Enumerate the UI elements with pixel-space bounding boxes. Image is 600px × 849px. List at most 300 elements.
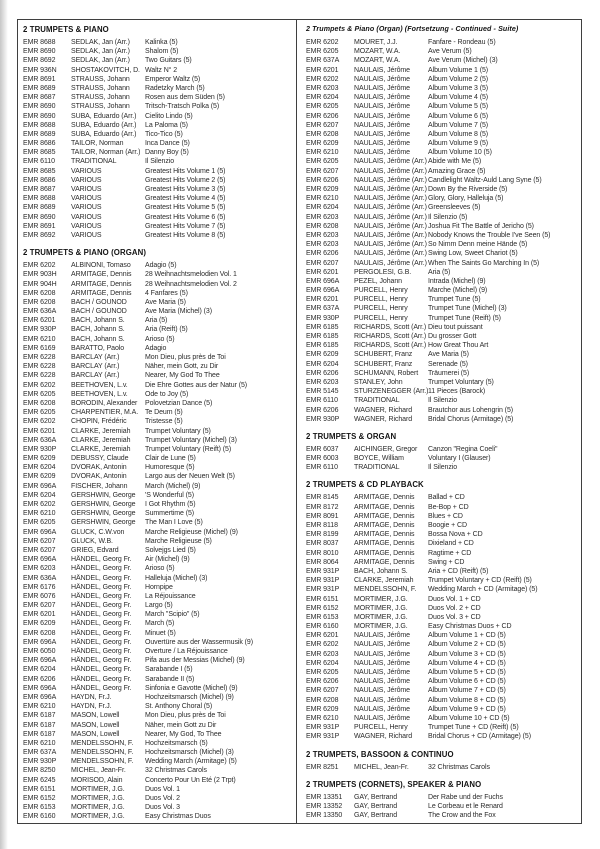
catalog-row <box>23 537 294 546</box>
catalog-composer: NAULAIS, Jérôme <box>354 669 410 676</box>
catalog-composer: GLUCK, W.B. <box>71 537 113 545</box>
catalog-row <box>306 323 579 332</box>
catalog-row <box>306 567 579 576</box>
catalog-code: EMR 696A <box>306 277 340 285</box>
catalog-title: Serenade (5) <box>428 360 468 368</box>
catalog-code: EMR 6205 <box>306 103 339 111</box>
catalog-row <box>306 350 579 359</box>
catalog-title: Bridal Chorus + CD (Armitage) (5) <box>428 733 531 741</box>
catalog-composer: BARCLAY (Arr.) <box>71 363 120 371</box>
catalog-row <box>23 482 294 491</box>
catalog-row <box>306 121 579 130</box>
catalog-code: EMR 930P <box>306 415 340 423</box>
catalog-row <box>306 286 579 295</box>
catalog-code: EMR 903H <box>23 271 57 279</box>
catalog-title: Dieu tout puissant <box>428 323 483 331</box>
catalog-composer: NAULAIS, Jérôme <box>354 687 410 695</box>
catalog-composer: SEDLAK, Jan (Arr.) <box>71 39 130 46</box>
catalog-row <box>23 157 294 166</box>
catalog-code: EMR 6201 <box>306 296 339 304</box>
catalog-code: EMR 6208 <box>23 629 56 637</box>
catalog-code: EMR 6207 <box>306 121 339 129</box>
catalog-composer: VARIOUS <box>71 231 102 239</box>
catalog-row <box>306 585 579 594</box>
catalog-composer: ARMITAGE, Dennis <box>354 531 415 539</box>
catalog-title: Album Volume 4 (5) <box>428 94 489 102</box>
catalog-code: EMR 8685 <box>23 167 56 175</box>
catalog-title: Trumpet Tune (Michel) (3) <box>428 305 507 313</box>
catalog-code: EMR 8145 <box>306 494 339 502</box>
catalog-composer: ARMITAGE, Dennis <box>354 512 415 520</box>
catalog-row <box>306 130 579 139</box>
catalog-code: EMR 6207 <box>306 259 339 267</box>
catalog-title: Fanfare - Rondeau (5) <box>428 39 496 46</box>
catalog-composer: GERSHWIN, George <box>71 510 136 518</box>
catalog-code: EMR 936N <box>23 66 57 74</box>
catalog-code: EMR 6152 <box>23 795 56 802</box>
catalog-code: EMR 6176 <box>23 583 56 591</box>
catalog-title: Arioso (5) <box>145 335 175 343</box>
catalog-row <box>23 84 294 93</box>
catalog-title: Trumpet Voluntary (5) <box>145 427 211 435</box>
catalog-code: EMR 696A <box>23 657 57 665</box>
catalog-composer: HÄNDEL, Georg Fr. <box>71 638 132 646</box>
catalog-title: Inca Dance (5) <box>145 140 190 148</box>
catalog-title: Aria (5) <box>145 317 168 325</box>
catalog-composer: TAILOR, Norman <box>71 140 124 148</box>
catalog-row <box>23 75 294 84</box>
catalog-title: Marche Religieuse (Michel) (9) <box>145 528 238 536</box>
catalog-row <box>23 213 294 222</box>
catalog-row <box>306 811 579 820</box>
catalog-row <box>306 222 579 231</box>
catalog-title: Halleluja (Michel) (3) <box>145 574 208 582</box>
catalog-composer: GERSHWIN, George <box>71 491 136 499</box>
catalog-code: EMR 6210 <box>23 335 56 343</box>
catalog-code: EMR 8689 <box>23 84 56 92</box>
catalog-title: Marche Religieuse (5) <box>145 537 212 545</box>
catalog-code: EMR 6187 <box>23 730 56 738</box>
catalog-row <box>306 84 579 93</box>
catalog-row <box>23 270 294 279</box>
catalog-row <box>306 677 579 686</box>
catalog-row <box>23 528 294 537</box>
catalog-page-frame <box>17 19 582 824</box>
catalog-title: Album Volume 10 (5) <box>428 149 492 157</box>
catalog-title: Polovetzian Dance (5) <box>145 399 213 407</box>
catalog-title: Trumpet Voluntary + CD (Reift) (5) <box>428 577 532 585</box>
catalog-composer: SHOSTAKOVITCH, D. <box>71 66 140 74</box>
catalog-composer: NAULAIS, Jérôme (Arr.) <box>354 241 427 249</box>
catalog-row <box>306 38 579 47</box>
catalog-title: Emperor Waltz (5) <box>145 75 201 83</box>
catalog-title: 32 Christmas Carols <box>428 763 490 771</box>
catalog-row <box>23 454 294 463</box>
catalog-code: EMR 6209 <box>23 620 56 628</box>
catalog-title: Hochzeitsmarsch (5) <box>145 739 208 747</box>
catalog-row <box>306 203 579 212</box>
catalog-code: EMR 6202 <box>23 262 56 270</box>
catalog-composer: CLARKE, Jeremiah <box>71 436 131 444</box>
catalog-row <box>23 436 294 445</box>
catalog-composer: MICHEL, Jean-Fr. <box>354 763 409 771</box>
catalog-row <box>23 408 294 417</box>
catalog-code: EMR 8199 <box>306 531 339 539</box>
catalog-title: Air (Michel) (9) <box>145 556 190 564</box>
catalog-composer: HÄNDEL, Georg Fr. <box>71 602 132 610</box>
catalog-row <box>306 259 579 268</box>
catalog-title: Aria (5) <box>428 268 451 276</box>
catalog-composer: ARMITAGE, Dennis <box>354 494 415 502</box>
catalog-composer: PURCELL, Henry <box>354 314 408 322</box>
catalog-title: Album Volume 8 (5) <box>428 130 489 138</box>
catalog-title: Shalom (5) <box>145 48 179 56</box>
catalog-composer: HAYDN, Fr.J. <box>71 703 112 711</box>
catalog-title: Waltz N° 2 <box>145 66 178 74</box>
catalog-code: EMR 6204 <box>23 491 56 499</box>
catalog-row <box>23 555 294 564</box>
catalog-row <box>23 102 294 111</box>
catalog-title: Ode to Joy (5) <box>145 390 189 398</box>
catalog-code: EMR 8691 <box>23 222 56 230</box>
catalog-composer: GERSHWIN, George <box>71 519 136 527</box>
catalog-row <box>306 503 579 512</box>
catalog-row <box>23 353 294 362</box>
catalog-code: EMR 6201 <box>23 611 56 619</box>
section-header: 2 TRUMPETS (CORNETS), SPEAKER & PIANO <box>306 779 482 789</box>
catalog-row <box>306 194 579 203</box>
catalog-title: Minuet (5) <box>145 629 176 637</box>
catalog-row <box>306 167 579 176</box>
catalog-title: Sarabande II (5) <box>145 675 195 683</box>
catalog-composer: BACH, Johann S. <box>71 335 125 343</box>
catalog-composer: RICHARDS, Scott (Arr.) <box>354 323 427 331</box>
catalog-composer: BARATTO, Paolo <box>71 344 125 352</box>
catalog-row <box>23 148 294 157</box>
catalog-row <box>23 812 294 821</box>
catalog-composer: MORTIMER, J.G. <box>354 595 408 603</box>
catalog-row <box>306 631 579 640</box>
catalog-row <box>23 185 294 194</box>
catalog-row <box>306 604 579 613</box>
catalog-composer: HAYDN, Fr.J. <box>71 693 112 701</box>
section-header: 2 TRUMPETS & PIANO (ORGAN) <box>23 248 147 258</box>
catalog-composer: ARMITAGE, Dennis <box>354 558 415 566</box>
catalog-title: Greatest Hits Volume 2 (5) <box>145 176 226 184</box>
catalog-code: EMR 6204 <box>23 464 56 472</box>
catalog-code: EMR 6207 <box>306 167 339 175</box>
catalog-code: EMR 6208 <box>306 696 339 704</box>
catalog-composer: HÄNDEL, Georg Fr. <box>71 648 132 655</box>
catalog-title: La Réjouissance <box>145 592 196 600</box>
catalog-composer: ARMITAGE, Dennis <box>354 549 415 557</box>
catalog-code: EMR 6202 <box>23 418 56 426</box>
catalog-title: Canzon "Regina Coeli" <box>428 445 498 453</box>
catalog-title: Overture / La Réjouissance <box>145 648 228 655</box>
catalog-row <box>23 463 294 472</box>
catalog-composer: NAULAIS, Jérôme (Arr.) <box>354 222 427 230</box>
catalog-code: EMR 6202 <box>306 39 339 46</box>
catalog-row <box>306 406 579 415</box>
catalog-row <box>306 185 579 194</box>
catalog-title: Down By the Riverside (5) <box>428 186 508 193</box>
section-header: 2 TRUMPETS & PIANO <box>23 25 109 34</box>
catalog-code: EMR 8688 <box>23 195 56 203</box>
catalog-composer: BACH, Johann S. <box>354 567 408 575</box>
catalog-composer: ALBINONI, Tomaso <box>71 262 131 270</box>
catalog-code: EMR 696A <box>306 287 340 295</box>
catalog-code: EMR 6206 <box>306 112 339 120</box>
catalog-code: EMR 696A <box>23 684 57 692</box>
catalog-row <box>23 390 294 399</box>
catalog-code: EMR 6151 <box>23 785 56 793</box>
catalog-title: La Paloma (5) <box>145 121 188 129</box>
catalog-code: EMR 6210 <box>23 739 56 747</box>
catalog-composer: PURCELL, Henry <box>354 287 408 295</box>
catalog-composer: NAULAIS, Jérôme (Arr.) <box>354 176 427 184</box>
catalog-composer: GERSHWIN, George <box>71 501 136 508</box>
catalog-code: EMR 8692 <box>23 231 56 239</box>
section-header: 2 TRUMPETS & CD PLAYBACK <box>306 480 424 490</box>
catalog-code: EMR 696A <box>23 693 57 701</box>
section-header: 2 TRUMPETS, BASSOON & CONTINUO <box>306 749 454 759</box>
catalog-title: Tristesse (5) <box>145 418 183 426</box>
catalog-row <box>306 595 579 604</box>
catalog-composer: MOURET, J.J. <box>354 39 398 46</box>
catalog-code: EMR 6201 <box>23 317 56 325</box>
catalog-row <box>23 803 294 812</box>
catalog-composer: STURZENEGGER (Arr.) <box>354 388 429 396</box>
catalog-code: EMR 6207 <box>306 687 339 695</box>
catalog-title: Trumpet Voluntary (Michel) (3) <box>145 436 237 444</box>
catalog-row <box>23 417 294 426</box>
catalog-title: Humoresque (5) <box>145 464 195 472</box>
catalog-row <box>306 75 579 84</box>
catalog-code: EMR 6201 <box>23 427 56 435</box>
catalog-composer: MICHEL, Jean-Fr. <box>71 767 126 775</box>
catalog-title: Nobody Knows the Trouble I've Seen (5) <box>428 231 551 239</box>
catalog-title: March "Scipio" (5) <box>145 611 200 619</box>
catalog-row <box>23 518 294 527</box>
catalog-composer: BARCLAY (Arr.) <box>71 372 120 380</box>
catalog-title: Album Volume 9 + CD (5) <box>428 705 506 713</box>
catalog-title: Wedding March + CD (Armitage) (5) <box>428 586 538 594</box>
catalog-code: EMR 6205 <box>306 48 339 56</box>
right-column <box>297 20 581 823</box>
catalog-row <box>306 66 579 75</box>
catalog-composer: ARMITAGE, Dennis <box>354 503 415 511</box>
catalog-composer: PEZEL, Johann <box>354 277 402 285</box>
catalog-title: Trumpet Tune (5) <box>428 296 481 304</box>
catalog-composer: HÄNDEL, Georg Fr. <box>71 684 132 692</box>
section-header: 2 TRUMPETS & ORGAN <box>306 431 397 441</box>
catalog-row <box>306 277 579 286</box>
catalog-composer: STANLEY, John <box>354 378 403 386</box>
catalog-code: EMR 6037 <box>306 445 339 453</box>
catalog-composer: NAULAIS, Jérôme <box>354 121 410 129</box>
catalog-composer: STRAUSS, Johann <box>71 103 130 111</box>
catalog-row <box>306 732 579 741</box>
catalog-composer: NAULAIS, Jérôme (Arr.) <box>354 195 427 203</box>
catalog-title: March (Michel) (9) <box>145 482 201 490</box>
catalog-code: EMR 6205 <box>23 390 56 398</box>
catalog-row <box>306 558 579 567</box>
catalog-code: EMR 8172 <box>306 503 339 511</box>
catalog-code: EMR 6110 <box>306 464 338 472</box>
catalog-code: EMR 6205 <box>306 669 339 676</box>
catalog-code: EMR 8688 <box>23 39 56 46</box>
catalog-row <box>23 56 294 65</box>
catalog-title: Greatest Hits Volume 6 (5) <box>145 213 226 221</box>
catalog-title: Pifa aus der Messias (Michel) (9) <box>145 657 245 665</box>
catalog-title: Il Silenzio <box>145 158 175 166</box>
catalog-composer: GRIEG, Edvard <box>71 546 119 554</box>
catalog-title: Album Volume 6 (5) <box>428 112 489 120</box>
catalog-code: EMR 8251 <box>306 763 339 771</box>
catalog-code: EMR 8686 <box>23 140 56 148</box>
catalog-title: Ave Maria (5) <box>428 351 469 359</box>
catalog-title: Ave Maria (5) <box>145 298 186 306</box>
catalog-composer: MORTIMER, J.G. <box>71 785 125 793</box>
catalog-composer: ARMITAGE, Dennis <box>354 522 415 529</box>
catalog-row <box>23 203 294 212</box>
catalog-title: The Man I Love (5) <box>145 519 203 527</box>
catalog-code: EMR 6110 <box>23 158 55 166</box>
catalog-code: EMR 6187 <box>23 721 56 729</box>
catalog-title: Wedding March (Armitage) (5) <box>145 758 237 766</box>
catalog-composer: TRADITIONAL <box>354 464 400 472</box>
catalog-code: EMR 696A <box>23 482 57 490</box>
catalog-row <box>306 493 579 502</box>
catalog-title: Nearer, My God, To Thee <box>145 730 222 738</box>
catalog-code: EMR 637A <box>306 57 340 65</box>
catalog-code: EMR 6205 <box>23 519 56 527</box>
catalog-row <box>306 622 579 631</box>
catalog-title: Intrada (Michel) (9) <box>428 277 486 285</box>
catalog-code: EMR 13351 <box>306 793 343 801</box>
catalog-composer: MENDELSSOHN, F. <box>71 758 134 766</box>
catalog-row <box>23 739 294 748</box>
catalog-title: Be-Bop + CD <box>428 503 469 511</box>
catalog-title: How Great Thou Art <box>428 342 489 350</box>
catalog-row <box>23 139 294 148</box>
catalog-code: EMR 6206 <box>306 250 339 258</box>
catalog-row <box>23 335 294 344</box>
catalog-composer: HÄNDEL, Georg Fr. <box>71 574 132 582</box>
catalog-title: When The Saints Go Marching In (5) <box>428 259 540 267</box>
catalog-row <box>306 240 579 249</box>
catalog-composer: SUBA, Eduardo (Arr.) <box>71 130 137 138</box>
catalog-composer: FISCHER, Johann <box>71 482 128 490</box>
catalog-title: Dixieland + CD <box>428 540 474 548</box>
catalog-row <box>23 66 294 75</box>
catalog-composer: ARMITAGE, Dennis <box>71 271 132 279</box>
catalog-code: EMR 8690 <box>23 103 56 111</box>
catalog-code: EMR 6206 <box>306 678 339 686</box>
catalog-title: Bossa Nova + CD <box>428 531 483 539</box>
catalog-code: EMR 13352 <box>306 802 343 810</box>
catalog-composer: BOYCE, William <box>354 455 404 463</box>
catalog-composer: DVORAK, Antonin <box>71 473 127 481</box>
catalog-code: EMR 6153 <box>23 804 56 812</box>
catalog-composer: HÄNDEL, Georg Fr. <box>71 675 132 683</box>
catalog-title: Album Volume 9 (5) <box>428 140 489 148</box>
catalog-row <box>306 369 579 378</box>
catalog-row <box>23 546 294 555</box>
catalog-code: EMR 930P <box>23 758 57 766</box>
catalog-code: EMR 8686 <box>23 176 56 184</box>
catalog-title: Sarabande I (5) <box>145 666 193 674</box>
catalog-title: Te Deum (5) <box>145 409 183 417</box>
catalog-row <box>23 112 294 121</box>
catalog-title: Die Ehre Gottes aus der Natur (5) <box>145 381 248 389</box>
catalog-composer: STRAUSS, Johann <box>71 94 130 102</box>
catalog-composer: NAULAIS, Jérôme (Arr.) <box>354 158 427 166</box>
catalog-composer: BACH, Johann S. <box>71 317 125 325</box>
catalog-title: Näher, mein Gott zu Dir <box>145 721 217 729</box>
catalog-row <box>306 56 579 65</box>
catalog-composer: MENDELSSOHN, F. <box>354 586 417 594</box>
catalog-composer: BARCLAY (Arr.) <box>71 354 120 361</box>
catalog-title: Clair de Lune (5) <box>145 455 196 463</box>
catalog-composer: HÄNDEL, Georg Fr. <box>71 657 132 665</box>
catalog-title: Trumpet Voluntary (Reift) (5) <box>145 445 232 453</box>
catalog-title: Concerto Pour Un Eté (2 Trpt) <box>145 776 236 784</box>
catalog-row <box>23 325 294 334</box>
catalog-row <box>23 748 294 757</box>
catalog-code: EMR 8691 <box>23 75 56 83</box>
catalog-code: EMR 8689 <box>23 204 56 212</box>
catalog-row <box>306 231 579 240</box>
catalog-composer: PURCELL, Henry <box>354 305 408 313</box>
catalog-row <box>23 656 294 665</box>
catalog-row <box>306 802 579 811</box>
catalog-composer: NAULAIS, Jérôme <box>354 705 410 713</box>
catalog-row <box>23 167 294 176</box>
catalog-code: EMR 930P <box>23 445 57 453</box>
catalog-composer: VARIOUS <box>71 222 102 230</box>
catalog-title: Summertime (5) <box>145 510 195 518</box>
catalog-composer: MORTIMER, J.G. <box>354 604 408 612</box>
catalog-row <box>306 249 579 258</box>
catalog-row <box>306 304 579 313</box>
catalog-code: EMR 8118 <box>306 522 338 529</box>
catalog-title: Ave Verum (5) <box>428 48 472 56</box>
catalog-title: Album Volume 2 (5) <box>428 75 489 83</box>
catalog-title: Träumerei (5) <box>428 369 470 377</box>
catalog-title: So Nimm Denn meine Hände (5) <box>428 241 528 249</box>
catalog-code: EMR 6206 <box>306 176 339 184</box>
catalog-code: EMR 931P <box>306 733 340 741</box>
catalog-title: Adagio (5) <box>145 262 177 270</box>
catalog-composer: BEETHOVEN, L.v. <box>71 381 128 389</box>
catalog-code: EMR 8687 <box>23 94 56 102</box>
catalog-composer: HÄNDEL, Georg Fr. <box>71 583 132 591</box>
catalog-composer: MORTIMER, J.G. <box>71 813 125 821</box>
catalog-row <box>23 693 294 702</box>
catalog-composer: CHOPIN, Frédéric <box>71 418 127 426</box>
catalog-title: Solvejgs Lied (5) <box>145 546 196 554</box>
catalog-row <box>23 509 294 518</box>
catalog-composer: NAULAIS, Jérôme <box>354 140 410 148</box>
catalog-composer: VARIOUS <box>71 186 102 193</box>
catalog-row <box>306 650 579 659</box>
catalog-title: Ragtime + CD <box>428 549 472 557</box>
catalog-row <box>23 647 294 656</box>
catalog-code: EMR 6076 <box>23 592 56 600</box>
catalog-composer: NAULAIS, Jérôme (Arr.) <box>354 259 427 267</box>
catalog-composer: WAGNER, Richard <box>354 406 413 414</box>
